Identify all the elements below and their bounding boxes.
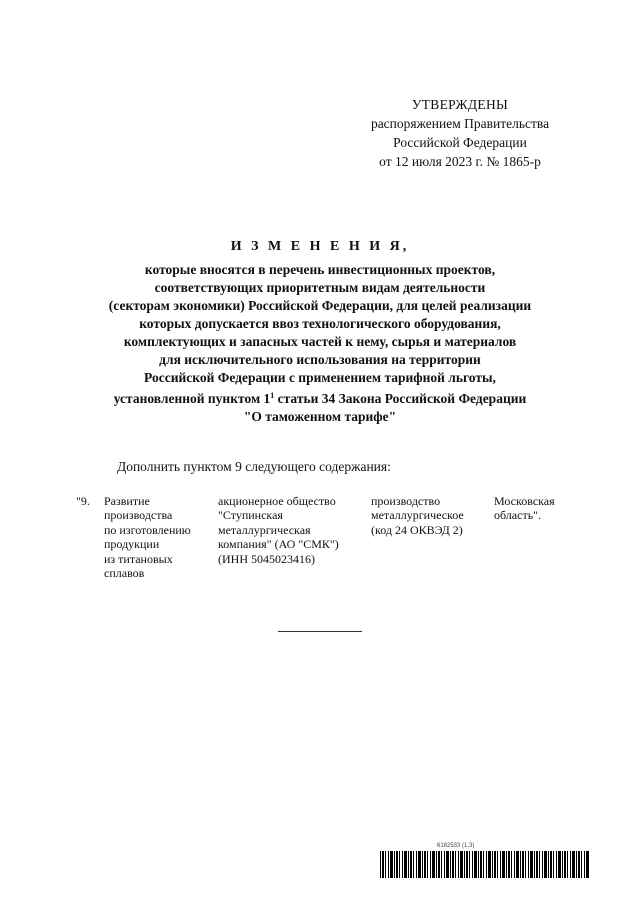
cell-line: продукции xyxy=(104,537,160,552)
heading-line-text: установленной пунктом 1 xyxy=(113,391,271,406)
cell-line: из титановых xyxy=(104,551,173,566)
entry-company xyxy=(218,494,339,566)
heading-line: комплектующих и запасных частей к нему, сырья и материалов xyxy=(123,334,517,349)
heading-line xyxy=(50,387,590,408)
cell-line: (код 24 ОКВЭД 2) xyxy=(371,522,463,537)
cell-line: металлургическая xyxy=(218,522,311,537)
cell-line: Московская xyxy=(494,494,555,508)
cell-line: (ИНН 5045023416) xyxy=(218,551,315,566)
approval-line: распоряжением Правительства xyxy=(370,116,550,131)
cell-line: производства xyxy=(104,508,173,523)
cell-line: металлургическое xyxy=(371,508,464,523)
heading-line: Российской Федерации с применением тарифной льготы, xyxy=(144,370,496,385)
cell-line: сплавов xyxy=(104,566,145,581)
heading-line: (секторам экономики) Российской Федерации, для целей реализации xyxy=(108,298,532,313)
heading-line: которые вносятся в перечень инвестиционных проектов, xyxy=(144,262,496,277)
heading-line: "О таможенном тарифе" xyxy=(243,409,397,424)
entry-project-name xyxy=(104,494,191,580)
barcode-label: 6182533 (1.3) xyxy=(437,843,475,849)
entry-activity xyxy=(371,494,464,537)
approval-line: Российской Федерации xyxy=(393,135,527,150)
document-title: И З М Е Н Е Н И Я, xyxy=(230,239,410,254)
approval-line: от 12 июля 2023 г. № 1865-р xyxy=(379,154,541,169)
approval-block xyxy=(340,95,580,171)
document-heading xyxy=(50,239,590,426)
heading-line: которых допускается ввоз технологического оборудования, xyxy=(139,316,501,331)
cell-line: по изготовлению xyxy=(104,522,191,537)
approval-label: УТВЕРЖДЕНЫ xyxy=(411,97,509,112)
superscript: 1 xyxy=(270,391,275,400)
cell-line: "Ступинская xyxy=(218,508,283,523)
cell-line: Развитие xyxy=(104,494,150,508)
cell-line: акционерное общество xyxy=(218,494,336,508)
cell-line: производство xyxy=(371,494,441,508)
entry-number: "9. xyxy=(76,494,90,508)
cell-line: компания" (АО "СМК") xyxy=(218,537,339,552)
heading-line-text: статьи 34 Закона Российской Федерации xyxy=(274,391,527,406)
heading-body xyxy=(50,261,590,426)
intro-paragraph: Дополнить пунктом 9 следующего содержания: xyxy=(117,459,391,474)
cell-line: область". xyxy=(494,508,542,523)
heading-line: для исключительного использования на территории xyxy=(159,352,481,367)
barcode-icon xyxy=(380,851,590,878)
end-divider xyxy=(278,631,362,632)
heading-line: соответствующих приоритетным видам деятельности xyxy=(154,280,486,295)
entry-region xyxy=(494,494,555,523)
